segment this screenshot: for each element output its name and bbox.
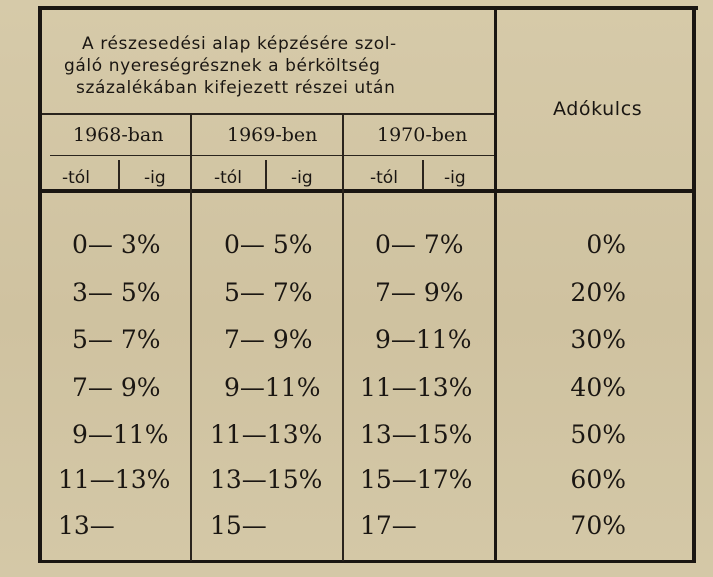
cell-1968: 5— 7%: [72, 325, 161, 354]
cell-1969: 9—11%: [224, 373, 321, 402]
cell-1970: 0— 7%: [375, 230, 464, 259]
cell-1969: 13—15%: [210, 465, 323, 494]
cell-1968: 3— 5%: [72, 278, 161, 307]
from-label-1968: -tól: [62, 168, 90, 188]
cell-1968: 0— 3%: [72, 230, 161, 259]
cell-1968: 9—11%: [72, 420, 169, 449]
table-bottom-border: [38, 560, 696, 563]
cell-1968: 13—: [58, 511, 115, 540]
cell-1970: 15—17%: [360, 465, 473, 494]
description-line-3: százalékában kifejezett részei után: [76, 78, 396, 98]
years-underline: [50, 155, 494, 156]
description-underline: [42, 113, 494, 115]
table-top-border: [38, 6, 698, 10]
cell-1969: 7— 9%: [224, 325, 313, 354]
cell-1969: 11—13%: [210, 420, 323, 449]
year-1969: 1969-ben: [227, 124, 318, 146]
from-label-1969: -tól: [214, 168, 242, 188]
cell-rate: 60%: [570, 465, 626, 494]
cell-rate: 40%: [570, 373, 626, 402]
description-line-1: A részesedési alap képzésére szol-: [82, 34, 397, 54]
cell-1970: 17—: [360, 511, 417, 540]
to-label-1968: -ig: [144, 168, 166, 188]
rate-heading: Adókulcs: [553, 98, 643, 120]
from-to-divider-1969: [265, 160, 267, 190]
to-label-1970: -ig: [444, 168, 466, 188]
cell-1970: 11—13%: [360, 373, 473, 402]
cell-rate: 30%: [570, 325, 626, 354]
from-to-divider-1968: [118, 160, 120, 190]
cell-1970: 13—15%: [360, 420, 473, 449]
from-label-1970: -tól: [370, 168, 398, 188]
cell-1969: 5— 7%: [224, 278, 313, 307]
cell-1970: 7— 9%: [375, 278, 464, 307]
cell-rate: 0%: [586, 230, 626, 259]
cell-rate: 20%: [570, 278, 626, 307]
cell-rate: 50%: [570, 420, 626, 449]
year-divider-1: [190, 115, 192, 561]
to-label-1969: -ig: [291, 168, 313, 188]
cell-1970: 9—11%: [375, 325, 472, 354]
year-1968: 1968-ban: [73, 124, 164, 146]
table-left-border: [38, 6, 42, 562]
cell-1969: 15—: [210, 511, 267, 540]
cell-1969: 0— 5%: [224, 230, 313, 259]
rate-column-divider: [494, 8, 497, 562]
year-1970: 1970-ben: [377, 124, 468, 146]
header-divider: [38, 189, 696, 193]
year-divider-2: [342, 115, 344, 561]
description-line-2: gáló nyereségrésznek a bérköltség: [64, 56, 381, 76]
cell-1968: 7— 9%: [72, 373, 161, 402]
table-right-border: [692, 6, 696, 562]
from-to-divider-1970: [422, 160, 424, 190]
cell-1968: 11—13%: [58, 465, 171, 494]
cell-rate: 70%: [570, 511, 626, 540]
